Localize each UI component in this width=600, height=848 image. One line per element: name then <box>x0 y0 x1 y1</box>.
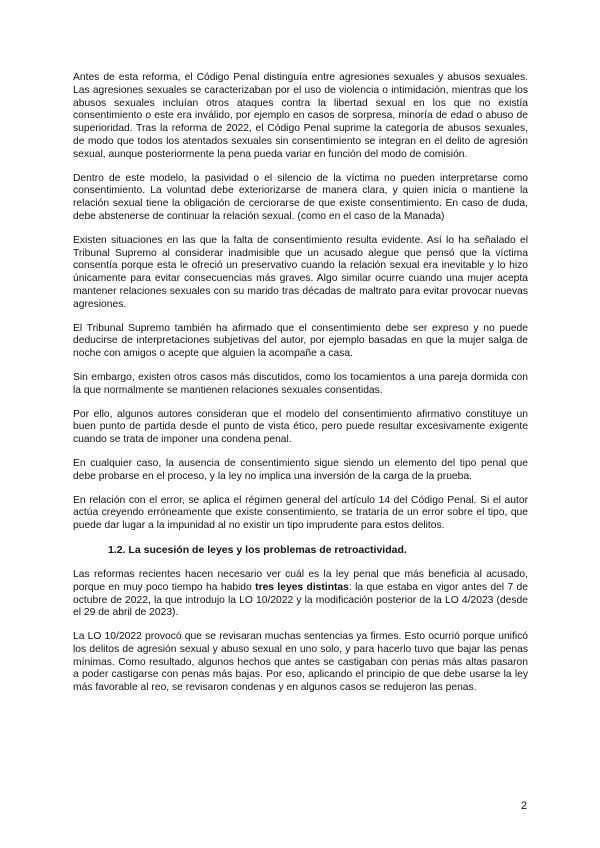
paragraph-express-consent: El Tribunal Supremo también ha afirmado que el consentimiento debe ser expreso y no puede deducirse de interpretaciones subjetivas del autor, por ejemplo basadas en que la mujer salga de noche con amigos o acepte que alguien la acompañe a casa. <box>73 322 528 360</box>
document-page <box>73 72 528 706</box>
paragraph-error-regime: En relación con el error, se aplica el régimen general del artículo 14 del Código Penal. Si el autor actúa creyendo erróneamente que existe consentimiento, se trataría de un error sobre el tipo, que puede dar lugar a la impunidad al no existir un tipo imprudente para estos delitos. <box>73 494 528 532</box>
paragraph-three-laws <box>73 569 528 620</box>
three-laws-text-before: Las reformas recientes hacen necesario ver cuál es la ley penal que más beneficia al acusado, porque en muy poco tiempo ha habido <box>73 568 528 593</box>
paragraph-burden-of-proof: En cualquier caso, la ausencia de consentimiento sigue siendo un elemento del tipo penal que debe probarse en el proceso, y la ley no implica una inversión de la carga de la prueba. <box>73 457 528 482</box>
paragraph-lo-10-2022: La LO 10/2022 provocó que se revisaran muchas sentencias ya firmes. Esto ocurrió porque unificó los delitos de agresión sexual y abuso sexual en uno solo, y para hacerlo tuvo que bajar las penas mínimas. Como resultado, algunos hechos que antes se castigaban con penas más altas pasaron a poder castigarse con penas más bajas. Por eso, aplicando el principio de que debe usarse la ley más favorable al reo, se revisaron condenas y en algunos casos se redujeron las penas. <box>73 631 528 694</box>
paragraph-evident-lack-consent: Existen situaciones en las que la falta de consentimiento resulta evidente. Así lo ha señalado el Tribunal Supremo al considerar inadmisible que un acusado alegue que pensó que la víctima consentía porque esta le ofreció un preservativo cuando la relación sexual era inevitable y lo hizo únicamente para evitar consecuencias más graves. Algo similar ocurre cuando una mujer acepta mantener relaciones sexuales con su marido tras décadas de maltrato para evitar provocar nuevas agresiones. <box>73 234 528 310</box>
section-heading: 1.2. La sucesión de leyes y los problemas de retroactividad. <box>108 543 407 556</box>
paragraph-disputed-cases: Sin embargo, existen otros casos más discutidos, como los tocamientos a una pareja dormida con la que normalmente se mantienen relaciones sexuales consentidas. <box>73 371 528 396</box>
three-laws-bold: tres leyes distintas <box>255 581 349 593</box>
page-number: 2 <box>520 800 527 812</box>
paragraph-reform-background: Antes de esta reforma, el Código Penal distinguía entre agresiones sexuales y abusos sexuales. Las agresiones sexuales se caracterizaban por el uso de violencia o intimidación, mientras que los abusos sexuales incluían otros ataques contra la libertad sexual en los que no existía consentimiento o este era inválido, por ejemplo en casos de sorpresa, minoría de edad o abuso de superioridad. Tras la reforma de 2022, el Código Penal suprime la categoría de abusos sexuales, de modo que todos los atentados sexuales sin consentimiento se integran en el delito de agresión sexual, aunque posteriormente la pena pueda variar en función del modo de comisión. <box>73 72 528 160</box>
paragraph-victim-silence: Dentro de este modelo, la pasividad o el silencio de la víctima no pueden interpretarse como consentimiento. La voluntad debe exteriorizarse de manera clara, y quien inicia o mantiene la relación sexual tiene la obligación de cerciorarse de que existe consentimiento. En caso de duda, debe abstenerse de continuar la relación sexual. (como en el caso de la Manada) <box>73 172 528 222</box>
three-laws-text-after: : la que estaba en vigor antes del 7 de octubre de 2022, la que introdujo la LO 10/2022 y la modificación posterior de la LO 4/2023 (desde el 29 de abril de 2023). <box>73 581 529 619</box>
paragraph-affirmative-model: Por ello, algunos autores consideran que el modelo del consentimiento afirmativo constituye un buen punto de partida desde el punto de vista ético, pero puede resultar excesivamente exigente cuando se trata de imponer una condena penal. <box>73 408 528 446</box>
